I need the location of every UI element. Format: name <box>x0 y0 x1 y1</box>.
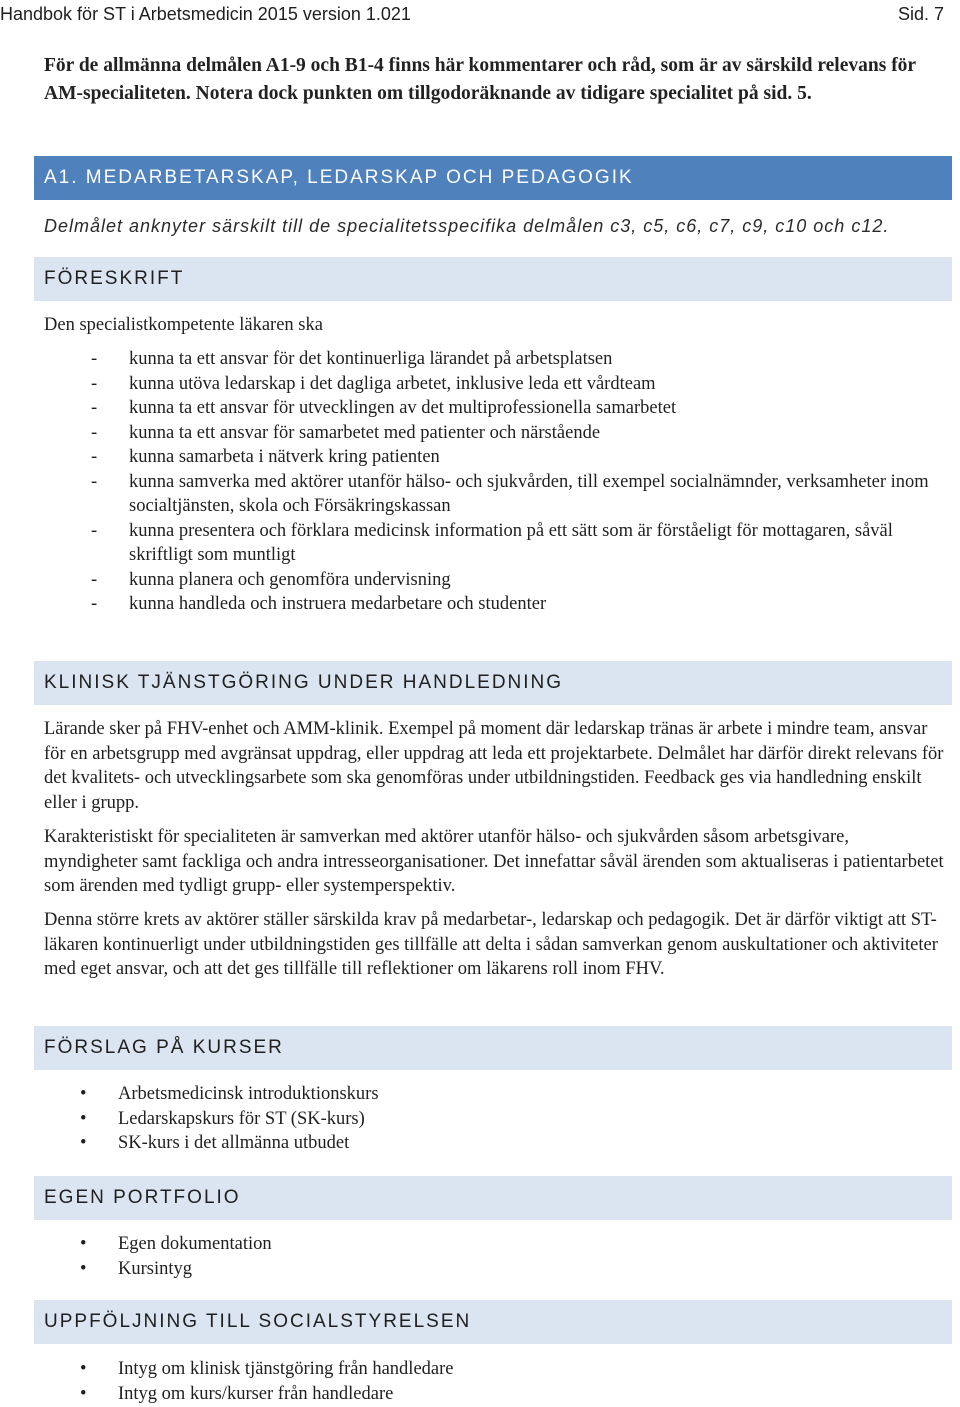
uppfoljning-heading: UPPFÖLJNING TILL SOCIALSTYRELSEN <box>34 1300 952 1344</box>
foreskrift-list <box>44 347 944 617</box>
klinisk-paragraph-2: Karakteristiskt för specialiteten är samverkan med aktörer utanför hälso- och sjukvården såsom arbetsgivare, myndigheter samt fackliga och andra intresseorganisationer. Det innefattar såväl ärenden som aktualiseras i patientarbetet som ärenden med tydligt grupp- eller systemperspektiv. <box>44 827 944 896</box>
list-item: • SK-kurs i det allmänna utbudet <box>44 1131 944 1156</box>
foreskrift-lead: Den specialistkompetente läkaren ska <box>44 315 323 335</box>
list-item: - kunna handleda och instruera medarbetare och studenter <box>44 592 944 617</box>
portfolio-list <box>44 1232 944 1281</box>
list-item: - kunna ta ett ansvar för samarbetet med patienter och närstående <box>44 421 944 446</box>
uppfoljning-list <box>44 1357 944 1406</box>
foreskrift-heading: FÖRESKRIFT <box>34 257 952 301</box>
list-item: - kunna samverka med aktörer utanför hälso- och sjukvården, till exempel socialnämnder, verksamheter inom socialtjänsten, skola och Försäkringskassan <box>44 470 944 519</box>
kurser-list <box>44 1082 944 1156</box>
list-item: - kunna utöva ledarskap i det dagliga arbetet, inklusive leda ett vårdteam <box>44 372 944 397</box>
list-item: - kunna presentera och förklara medicinsk information på ett sätt som är förståeligt för mottagaren, såväl skriftligt som muntligt <box>44 519 944 568</box>
running-header <box>0 0 954 28</box>
list-item: • Intyg om klinisk tjänstgöring från handledare <box>44 1357 944 1382</box>
klinisk-heading: KLINISK TJÄNSTGÖRING UNDER HANDLEDNING <box>34 661 952 705</box>
list-item: - kunna ta ett ansvar för det kontinuerliga lärandet på arbetsplatsen <box>44 347 944 372</box>
list-item: • Intyg om kurs/kurser från handledare <box>44 1382 944 1407</box>
document-title: Handbok för ST i Arbetsmedicin 2015 version 1.021 <box>0 4 411 24</box>
section-heading-a1: A1. MEDARBETARSKAP, LEDARSKAP OCH PEDAGOGIK <box>34 156 952 200</box>
list-item: - kunna ta ett ansvar för utvecklingen av det multiprofessionella samarbetet <box>44 396 944 421</box>
list-item: - kunna samarbeta i nätverk kring patienten <box>44 445 944 470</box>
list-item: - kunna planera och genomföra undervisning <box>44 568 944 593</box>
list-item: • Ledarskapskurs för ST (SK-kurs) <box>44 1107 944 1132</box>
list-item: • Egen dokumentation <box>44 1232 944 1257</box>
list-item: • Kursintyg <box>44 1257 944 1282</box>
intro-paragraph: För de allmänna delmålen A1-9 och B1-4 finns här kommentarer och råd, som är av särskild relevans för AM-specialiteten. Notera dock punkten om tillgodoräknande av tidigare specialitet på sid. 5. <box>44 55 916 104</box>
portfolio-heading: EGEN PORTFOLIO <box>34 1176 952 1220</box>
section-subtitle: Delmålet anknyter särskilt till de specialitetsspecifika delmålen c3, c5, c6, c7, c9, c10 och c12. <box>44 216 890 236</box>
klinisk-paragraph-1: Lärande sker på FHV-enhet och AMM-klinik. Exempel på moment där ledarskap tränas är arbete i mindre team, ansvar för en arbetsgrupp med avgränsat uppdrag, eller uppdrag att leda ett projektarbete. Delmålet har därför direkt relevans för det kvalitets- och utvecklingsarbete som ska genomföras under utbildningstiden. Feedback ges via handledning enskilt eller i grupp. <box>44 719 944 813</box>
list-item: • Arbetsmedicinsk introduktionskurs <box>44 1082 944 1107</box>
kurser-heading: FÖRSLAG PÅ KURSER <box>34 1026 952 1070</box>
page-number: Sid. 7 <box>897 4 944 24</box>
klinisk-paragraph-3: Denna större krets av aktörer ställer särskilda krav på medarbetar-, ledarskap och pedagogik. Det är därför viktigt att ST-läkaren kontinuerligt under utbildningstiden ges tillfälle att delta i sådan samverkan genom auskultationer och aktiviteter med eget ansvar, och att det ges tillfälle till reflektioner om läkarens roll inom FHV. <box>44 910 938 979</box>
